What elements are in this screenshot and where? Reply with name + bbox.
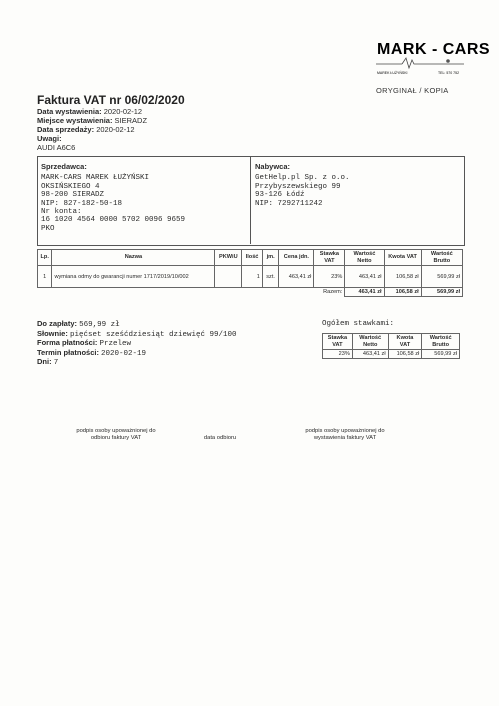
seller-line: MARK-CARS MAREK ŁUŻYŃSKI	[41, 174, 150, 183]
logo-owner: MAREK ŁUŻYŃSKI	[377, 71, 408, 75]
rates-title: Ogółem stawkami:	[322, 320, 395, 328]
meta-remarks-value: AUDI A6C6	[37, 143, 76, 152]
total-vat: 106,58 zł	[384, 288, 421, 297]
column-header: Kwota VAT	[388, 334, 422, 350]
invoice-meta	[37, 107, 147, 152]
seller-heading: Sprzedawca:	[41, 162, 87, 171]
payment-deadline: Termin płatności: 2020-02-19	[37, 347, 147, 358]
column-header: Ilość	[242, 250, 263, 266]
buyer-line: 93-126 Łódź	[255, 191, 305, 200]
cell-vat-amount: 106,58 zł	[384, 266, 421, 288]
table-row	[323, 350, 460, 359]
cell-unit-price: 463,41 zł	[279, 266, 314, 288]
logo-phone: TEL: 570 752	[438, 71, 460, 75]
column-header: Lp.	[38, 250, 52, 266]
cell-lp: 1	[38, 266, 52, 288]
cell-gross: 569,99 zł	[421, 266, 462, 288]
rates-table	[322, 333, 460, 359]
cell-unit: szt.	[262, 266, 279, 288]
seller-line: Nr konta:	[41, 208, 82, 217]
rate-cell: 23%	[323, 350, 353, 359]
seller-line: 16 1020 4564 0000 5702 0096 9659	[41, 216, 186, 225]
seller-line: PKO	[41, 224, 55, 233]
meta-issue-date: Data wystawienia: 2020-02-12	[37, 107, 143, 116]
buyer-block	[255, 163, 350, 208]
rates-header-row	[323, 334, 460, 350]
signature-issuer: podpis osoby upoważnionej do wystawienia faktury VAT	[305, 428, 385, 441]
company-logo	[376, 38, 491, 78]
invoice-title: Faktura VAT nr 06/02/2020	[37, 93, 185, 107]
totals-label: Razem:	[323, 289, 343, 296]
seller-line: NIP: 827-182-50-18	[41, 199, 123, 208]
table-row	[38, 266, 463, 288]
buyer-line: Przybyszewskiego 99	[255, 182, 341, 191]
column-header: Nazwa	[52, 250, 215, 266]
column-header: Wartość Brutto	[421, 250, 462, 266]
buyer-line: GetHelp.pl Sp. z o.o.	[255, 174, 350, 183]
column-header: Wartość Netto	[345, 250, 384, 266]
receipt-date-label: data odbioru	[203, 435, 237, 441]
items-header-row	[38, 250, 463, 266]
column-header: Wartość Brutto	[422, 334, 460, 350]
meta-remarks: Uwagi:	[37, 134, 62, 143]
payment-days: Dni: 7	[37, 357, 59, 368]
payment-method: Forma płatności: Przelew	[37, 338, 132, 349]
cell-name: wymiana odmy do gwarancji numer 1717/2019/10/002	[52, 266, 215, 288]
seller-block	[41, 163, 185, 233]
column-header: Stawka VAT	[314, 250, 345, 266]
signature-receiver: podpis osoby upoważnionej do odbioru faktury VAT	[76, 428, 156, 441]
column-header: jm.	[262, 250, 279, 266]
amount-in-words: Słownie: pięćset sześćdziesiąt dziewięć 99/100	[37, 328, 237, 339]
parties-divider	[250, 156, 251, 244]
cell-pkwiu	[215, 266, 242, 288]
column-header: Kwota VAT	[384, 250, 421, 266]
buyer-line: NIP: 7292711242	[255, 199, 323, 208]
items-table	[37, 249, 463, 297]
cell-vat-rate: 23%	[314, 266, 345, 288]
column-header: Cena jdn.	[279, 250, 314, 266]
buyer-heading: Nabywca:	[255, 162, 291, 171]
logo-wordmark: MARK - CARS	[377, 41, 491, 58]
original-copy-label: ORYGINAŁ / KOPIA	[376, 86, 449, 95]
rate-vat-cell: 106,58 zł	[388, 350, 422, 359]
seller-line: OKSIŃSKIEGO 4	[41, 182, 100, 191]
cell-qty: 1	[242, 266, 263, 288]
column-header: Stawka VAT	[323, 334, 353, 350]
column-header: PKWiU	[215, 250, 242, 266]
rate-gross-cell: 569,99 zł	[422, 350, 460, 359]
meta-issue-place: Miejsce wystawienia: SIERADZ	[37, 116, 148, 125]
total-gross: 569,99 zł	[421, 288, 462, 297]
totals-row	[38, 288, 463, 297]
meta-sale-date: Data sprzedaży: 2020-02-12	[37, 125, 135, 134]
total-net: 463,41 zł	[345, 288, 384, 297]
company-logo-graphic	[376, 38, 491, 80]
seller-line: 98-200 SIERADZ	[41, 191, 105, 200]
payment-summary	[37, 320, 236, 368]
cell-net: 463,41 zł	[345, 266, 384, 288]
column-header: Wartość Netto	[352, 334, 388, 350]
amount-due: Do zapłaty: 569,99 zł	[37, 319, 120, 329]
rate-net-cell: 463,41 zł	[352, 350, 388, 359]
